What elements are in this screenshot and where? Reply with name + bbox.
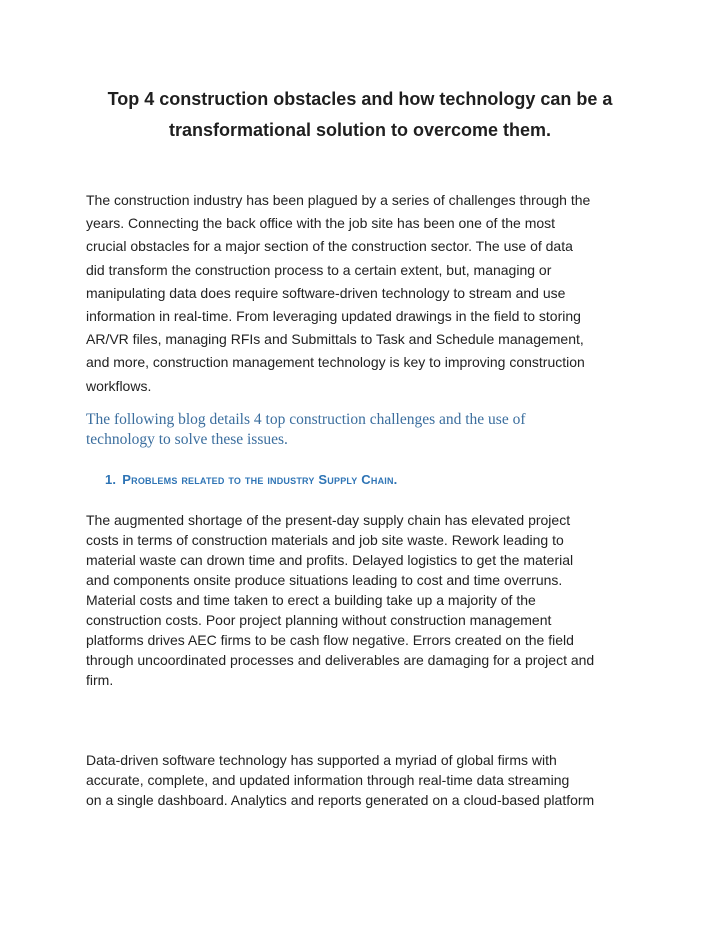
intro-line: information in real-time. From leveraging updated drawings in the field to storing — [86, 308, 581, 325]
intro-line: AR/VR files, managing RFIs and Submittals to Task and Schedule management, — [86, 331, 584, 348]
paragraph-line: construction costs. Poor project planning without construction management — [86, 612, 552, 628]
paragraph-line: The augmented shortage of the present-day supply chain has elevated project — [86, 512, 571, 528]
intro-line: The construction industry has been plagued by a series of challenges through the — [86, 192, 591, 208]
page-title — [60, 84, 660, 146]
blog-note-line: The following blog details 4 top construction challenges and the use of — [86, 411, 526, 428]
paragraph-line: through uncoordinated processes and deliverables are damaging for a project and — [86, 652, 595, 668]
intro-line: years. Connecting the back office with the job site has been one of the most — [86, 215, 556, 232]
paragraph-line: and components onsite produce situations leading to cost and time overruns. — [86, 572, 563, 588]
title-line-1: Top 4 construction obstacles and how technology can be a — [107, 89, 613, 109]
paragraph-line: on a single dashboard. Analytics and reports generated on a cloud-based platform — [86, 792, 595, 808]
paragraph-line: Data-driven software technology has supported a myriad of global firms with — [86, 752, 557, 768]
blog-note — [86, 410, 646, 450]
section-number: 1. — [105, 472, 117, 487]
section-heading-1 — [105, 472, 397, 487]
title-line-2: transformational solution to overcome them. — [168, 120, 552, 140]
paragraph-line: accurate, complete, and updated information through real-time data streaming — [86, 772, 570, 788]
data-driven-paragraph — [86, 750, 646, 810]
intro-paragraph — [86, 189, 646, 398]
intro-line: and more, construction management technology is key to improving construction — [86, 354, 585, 371]
blog-note-line: technology to solve these issues. — [86, 431, 288, 448]
intro-line: crucial obstacles for a major section of the construction sector. The use of data — [86, 238, 573, 255]
intro-line: workflows. — [86, 377, 152, 394]
intro-line: manipulating data does require software-driven technology to stream and use — [86, 284, 566, 301]
paragraph-line: material waste can drown time and profits. Delayed logistics to get the material — [86, 552, 574, 568]
paragraph-line: platforms drives AEC firms to be cash flow negative. Errors created on the field — [86, 632, 574, 648]
paragraph-line: firm. — [86, 672, 114, 688]
supply-chain-paragraph — [86, 510, 646, 690]
section-heading-text: Problems related to the industry Supply Chain. — [122, 472, 398, 487]
paragraph-line: Material costs and time taken to erect a building take up a majority of the — [86, 592, 536, 608]
paragraph-line: costs in terms of construction materials and job site waste. Rework leading to — [86, 532, 564, 548]
intro-line: did transform the construction process to a certain extent, but, managing or — [86, 261, 552, 278]
